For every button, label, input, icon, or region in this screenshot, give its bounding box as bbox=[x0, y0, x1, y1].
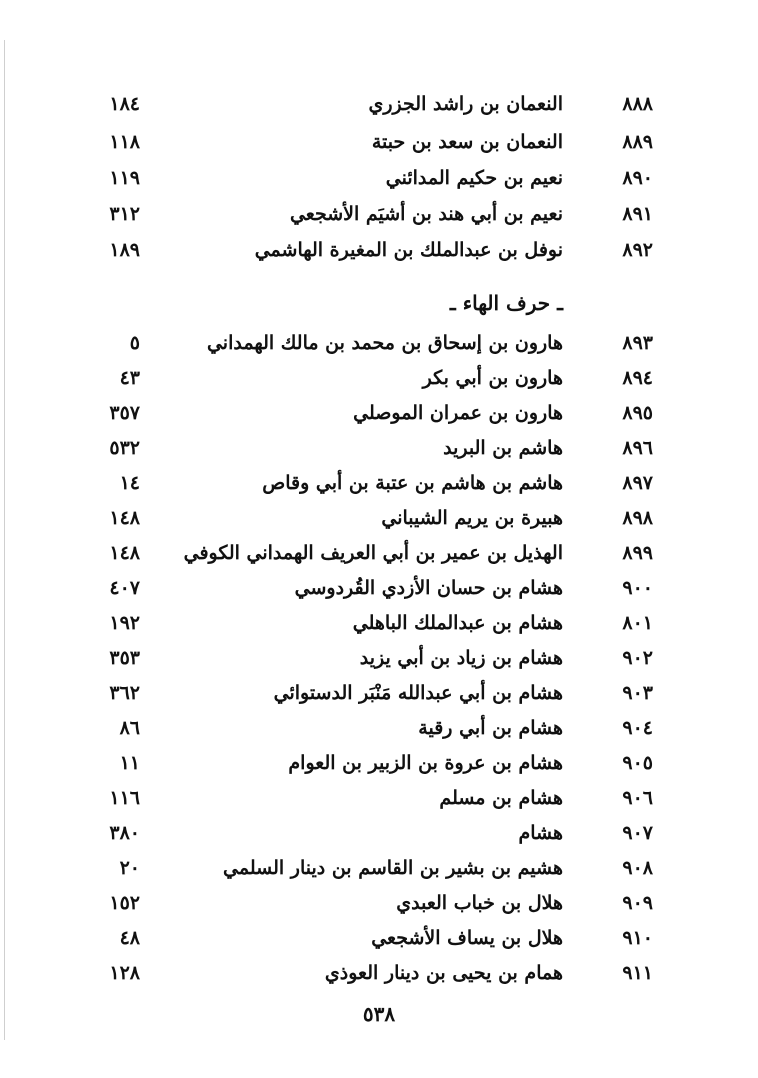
entry-name: نعيم بن حكيم المدائني bbox=[385, 167, 563, 189]
entry-name: النعمان بن راشد الجزري bbox=[368, 93, 563, 115]
entry-name: هشيم بن بشير بن القاسم بن دينار السلمي bbox=[223, 857, 563, 879]
entry-number: ٩٠٧ bbox=[622, 822, 653, 844]
entry-number: ٩٠٣ bbox=[622, 682, 653, 704]
index-entry bbox=[0, 606, 758, 640]
entry-number: ٨٩٦ bbox=[622, 437, 653, 459]
entry-name: هشام بن أبي عبدالله مَنْبَر الدستوائي bbox=[273, 682, 563, 704]
index-entry bbox=[0, 396, 758, 430]
entry-page: ١٤٨ bbox=[109, 507, 140, 529]
index-entry bbox=[0, 197, 758, 231]
entry-page: ١٨٤ bbox=[109, 93, 140, 115]
entry-name: النعمان بن سعد بن حبتة bbox=[371, 131, 563, 153]
entry-page: ٤٣ bbox=[119, 367, 140, 389]
entry-page: ٤٠٧ bbox=[109, 577, 140, 599]
entry-number: ٨٩١ bbox=[622, 203, 653, 225]
entry-number: ٨٩٣ bbox=[622, 332, 653, 354]
section-heading: ـ حرف الهاء ـ bbox=[449, 291, 563, 315]
entry-page: ١١٦ bbox=[109, 787, 140, 809]
index-entry bbox=[0, 431, 758, 465]
entry-name: نوفل بن عبدالملك بن المغيرة الهاشمي bbox=[254, 239, 563, 261]
index-entry bbox=[0, 711, 758, 745]
index-entry bbox=[0, 851, 758, 885]
entry-name: هشام بن مسلم bbox=[439, 787, 563, 809]
entry-page: ٥ bbox=[129, 332, 140, 354]
entry-number: ٩٠٩ bbox=[622, 892, 653, 914]
entry-name: نعيم بن أبي هند بن أشيَم الأشجعي bbox=[289, 203, 563, 225]
entry-page: ١٤٨ bbox=[109, 542, 140, 564]
index-entry bbox=[0, 233, 758, 267]
entry-number: ٨٩٩ bbox=[622, 542, 653, 564]
entry-number: ٩٠٢ bbox=[622, 647, 653, 669]
entry-name: هشام بن زياد بن أبي يزيد bbox=[359, 647, 563, 669]
entry-number: ٨٨٨ bbox=[622, 93, 653, 115]
entry-number: ٨٩٨ bbox=[622, 507, 653, 529]
entry-page: ١١٩ bbox=[109, 167, 140, 189]
entry-page: ٤٨ bbox=[119, 927, 140, 949]
entry-name: همام بن يحيى بن دينار العوذي bbox=[324, 962, 563, 984]
entry-page: ٢٠ bbox=[119, 857, 140, 879]
index-entry bbox=[0, 125, 758, 159]
entry-name: هشام بن عروة بن الزبير بن العوام bbox=[288, 752, 563, 774]
entry-name: هشام بن أبي رقية bbox=[418, 717, 563, 739]
entry-name: هاشم بن البريد bbox=[443, 437, 563, 459]
index-entry bbox=[0, 87, 758, 121]
index-entry bbox=[0, 886, 758, 920]
entry-page: ١٤ bbox=[119, 472, 140, 494]
page-number: ٥٣٨ bbox=[362, 1002, 396, 1026]
entry-name: هشام بن عبدالملك الباهلي bbox=[352, 612, 563, 634]
entry-number: ٩٠٠ bbox=[622, 577, 653, 599]
entry-number: ٩٠٨ bbox=[622, 857, 653, 879]
index-entry bbox=[0, 536, 758, 570]
entry-number: ٩٠٥ bbox=[622, 752, 653, 774]
entry-name: هاشم بن هاشم بن عتبة بن أبي وقاص bbox=[262, 472, 563, 494]
entry-name: هبيرة بن يريم الشيباني bbox=[381, 507, 563, 529]
entry-name: هلال بن يساف الأشجعي bbox=[371, 927, 563, 949]
index-entry bbox=[0, 466, 758, 500]
entry-page: ١٨٩ bbox=[109, 239, 140, 261]
index-entry bbox=[0, 781, 758, 815]
entry-number: ٩١٠ bbox=[622, 927, 653, 949]
entry-name: الهذيل بن عمير بن أبي العريف الهمداني الكوفي bbox=[183, 542, 563, 564]
entry-name: هارون بن عمران الموصلي bbox=[353, 402, 563, 424]
entry-number: ٨٩٥ bbox=[622, 402, 653, 424]
entry-page: ٣٨٠ bbox=[109, 822, 140, 844]
entry-number: ٩١١ bbox=[622, 962, 653, 984]
entry-number: ٩٠٦ bbox=[622, 787, 653, 809]
index-entry bbox=[0, 676, 758, 710]
entry-page: ٣٥٣ bbox=[109, 647, 140, 669]
entry-number: ٨٠١ bbox=[622, 612, 653, 634]
entry-page: ١١ bbox=[119, 752, 140, 774]
entry-page: ١٩٢ bbox=[109, 612, 140, 634]
entry-number: ٨٩٧ bbox=[622, 472, 653, 494]
index-entry bbox=[0, 571, 758, 605]
entry-page: ١١٨ bbox=[109, 131, 140, 153]
index-entry bbox=[0, 361, 758, 395]
index-entry bbox=[0, 816, 758, 850]
entry-page: ٣٦٢ bbox=[109, 682, 140, 704]
index-entry bbox=[0, 161, 758, 195]
entry-number: ٨٩٠ bbox=[622, 167, 653, 189]
entry-page: ١٥٢ bbox=[109, 892, 140, 914]
entry-number: ٨٩٢ bbox=[622, 239, 653, 261]
entry-page: ٥٣٢ bbox=[109, 437, 140, 459]
entry-name: هلال بن خباب العبدي bbox=[396, 892, 563, 914]
entry-page: ٣١٢ bbox=[109, 203, 140, 225]
entry-name: هشام bbox=[518, 822, 563, 844]
entry-number: ٩٠٤ bbox=[622, 717, 653, 739]
index-entry bbox=[0, 921, 758, 955]
index-entry bbox=[0, 956, 758, 990]
entry-name: هارون بن إسحاق بن محمد بن مالك الهمداني bbox=[206, 332, 563, 354]
index-entry bbox=[0, 501, 758, 535]
entry-page: ٨٦ bbox=[119, 717, 140, 739]
entry-number: ٨٨٩ bbox=[622, 131, 653, 153]
entry-name: هارون بن أبي بكر bbox=[422, 367, 563, 389]
entry-page: ٣٥٧ bbox=[109, 402, 140, 424]
index-entry bbox=[0, 746, 758, 780]
entry-number: ٨٩٤ bbox=[622, 367, 653, 389]
entry-page: ١٢٨ bbox=[109, 962, 140, 984]
index-entry bbox=[0, 326, 758, 360]
entry-name: هشام بن حسان الأزدي القُردوسي bbox=[294, 577, 563, 599]
index-entry bbox=[0, 641, 758, 675]
